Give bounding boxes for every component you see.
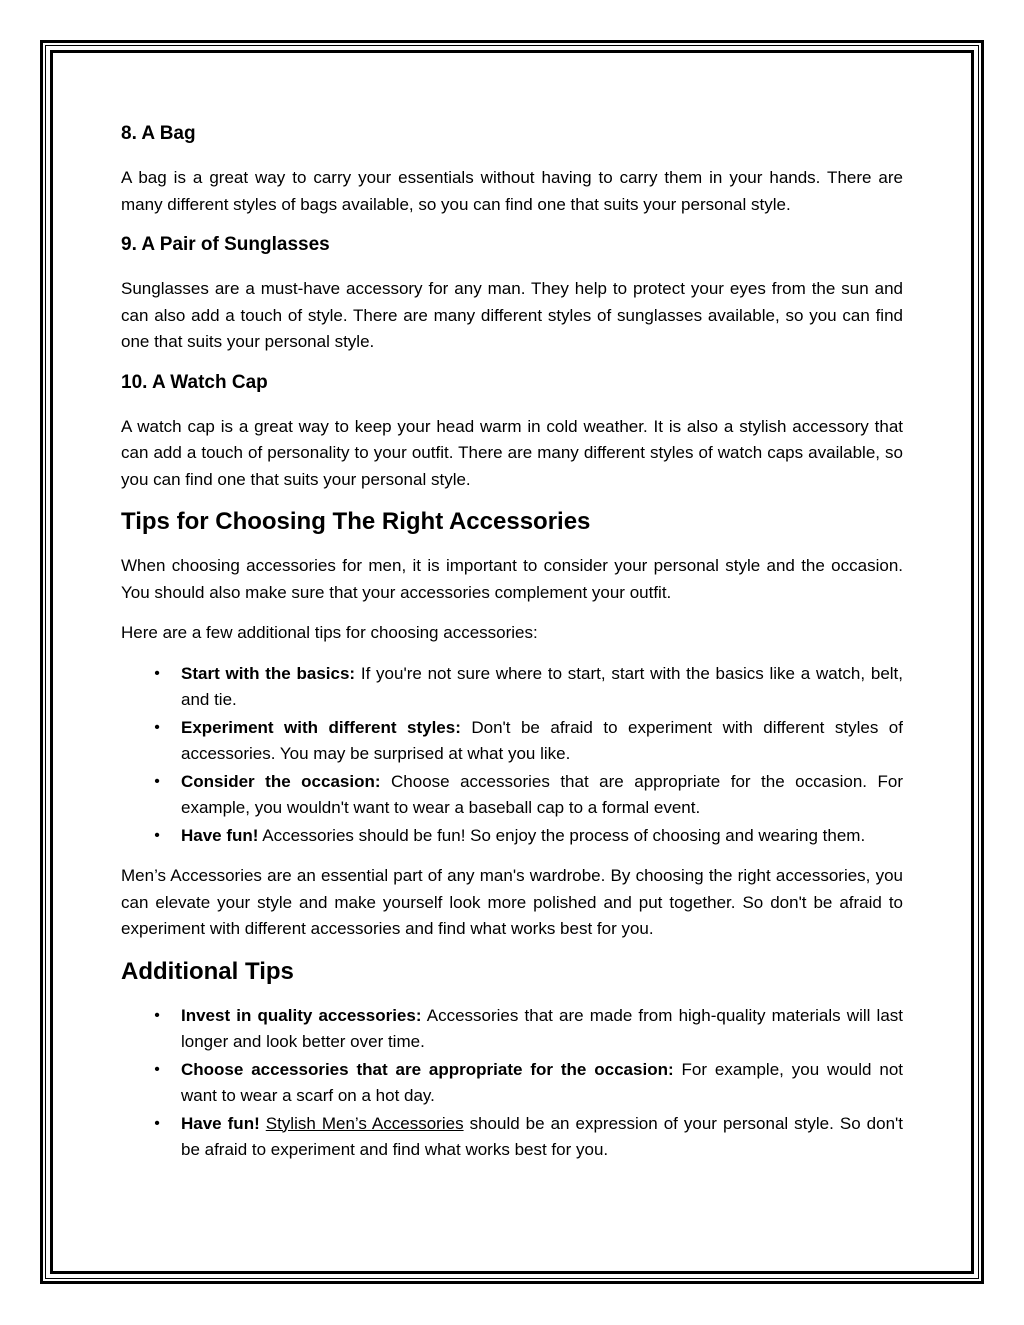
bullet-icon: • xyxy=(154,718,160,736)
paragraph-conclusion: Men’s Accessories are an essential part of any man's wardrobe. By choosing the right accessories, you can elevate your style and make yourself look more polished and put together. So don't be afraid to experiment with different accessories and find what works best for you. xyxy=(121,866,903,938)
bullet-icon: • xyxy=(154,1006,160,1024)
additional-tips-list xyxy=(121,1003,903,1164)
heading-tips-choosing: Tips for Choosing The Right Accessories xyxy=(121,508,591,535)
list-item xyxy=(121,1111,903,1164)
tip-text: Accessories should be fun! So enjoy the process of choosing and wearing them. xyxy=(258,825,866,845)
tip-lead: Experiment with different styles: xyxy=(181,717,461,737)
paragraph-tips-intro: When choosing accessories for men, it is important to consider your personal style and the occasion. You should also make sure that your accessories complement your outfit. xyxy=(121,556,903,602)
tip-text: Accessories that are made from high-quality materials will last longer and look better over time. xyxy=(181,1005,904,1051)
stylish-mens-accessories-link[interactable]: Stylish Men’s Accessories xyxy=(265,1113,464,1133)
tip-text: If you're not sure where to start, start with the basics like a watch, belt, and tie. xyxy=(181,663,903,709)
tip-text: Don't be afraid to experiment with different styles of accessories. You may be surprised at what you like. xyxy=(181,717,903,763)
paragraph-watch-cap: A watch cap is a great way to keep your head warm in cold weather. It is also a stylish accessory that can add a touch of personality to your outfit. There are many different styles of watch caps available, so you can find one that suits your personal style. xyxy=(121,416,903,489)
list-item xyxy=(121,1057,903,1110)
tips-list xyxy=(121,661,903,850)
heading-a-bag: 8. A Bag xyxy=(121,123,196,144)
tip-text: should be an expression of your personal style. So don't be afraid to experiment and find what works best for you. xyxy=(181,1113,903,1159)
list-item xyxy=(121,715,903,768)
heading-sunglasses: 9. A Pair of Sunglasses xyxy=(121,234,330,255)
tip-text: For example, you would not want to wear a scarf on a hot day. xyxy=(181,1059,903,1105)
tip-lead: Choose accessories that are appropriate for the occasion: xyxy=(181,1059,674,1079)
bullet-icon: • xyxy=(154,1114,160,1132)
tip-lead: Consider the occasion: xyxy=(181,771,381,791)
paragraph-tips-list-intro: Here are a few additional tips for choosing accessories: xyxy=(121,623,538,642)
heading-watch-cap: 10. A Watch Cap xyxy=(121,371,268,393)
bullet-icon: • xyxy=(154,1060,160,1078)
list-item xyxy=(121,823,903,850)
heading-additional-tips: Additional Tips xyxy=(121,957,294,985)
tip-lead: Invest in quality accessories: xyxy=(181,1005,422,1025)
list-item xyxy=(121,1003,903,1056)
bullet-icon: • xyxy=(154,664,160,682)
bullet-icon: • xyxy=(154,772,160,790)
list-item xyxy=(121,661,903,714)
list-item xyxy=(121,769,903,822)
paragraph-a-bag: A bag is a great way to carry your essentials without having to carry them in your hands. There are many different styles of bags available, so you can find one that suits your personal style. xyxy=(121,168,903,214)
tip-lead: Have fun! xyxy=(181,1113,260,1133)
tip-lead: Start with the basics: xyxy=(181,663,356,683)
tip-lead: Have fun! xyxy=(181,825,259,845)
paragraph-sunglasses: Sunglasses are a must-have accessory for any man. They help to protect your eyes from the sun and can also add a touch of style. There are many different styles of sunglasses available, so you can find one that suits your personal style. xyxy=(121,279,903,351)
tip-text: Choose accessories that are appropriate for the occasion. For example, you wouldn't want to wear a baseball cap to a formal event. xyxy=(181,771,903,817)
document-content xyxy=(121,121,903,1178)
bullet-icon: • xyxy=(154,826,160,844)
